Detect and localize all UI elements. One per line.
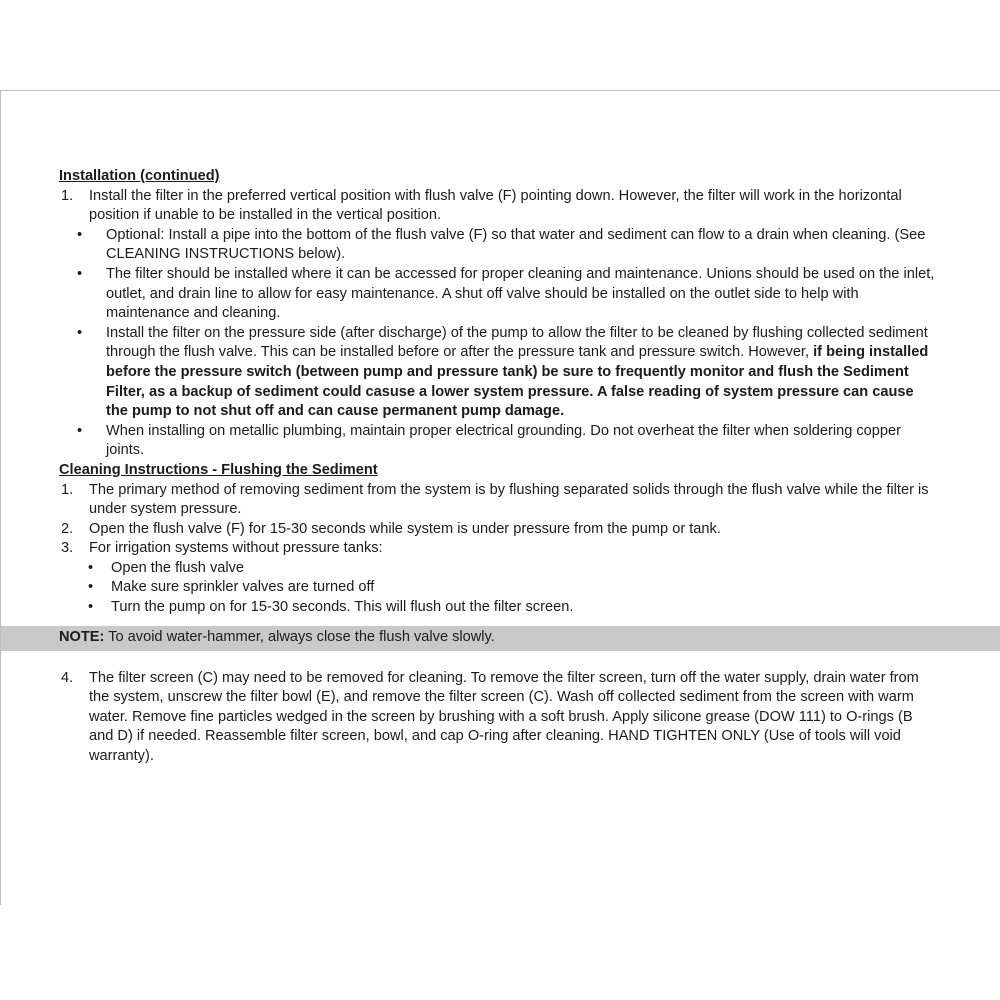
note-text: To avoid water-hammer, always close the flush valve slowly. [104,628,495,645]
installation-bullet-access [59,265,939,324]
step-text: Open the flush valve (F) for 15-30 seconds while system is under pressure from the pump or tank. [89,520,721,537]
bullet-icon: • [88,559,94,576]
step-text: The filter screen (C) may need to be removed for cleaning. To remove the filter screen, turn off the water supply, drain water from the system, unscrew the filter bowl (E), and remove the filter screen (C). Wash off collected sediment from the screen with warm water. Remove fine particles wedged in the screen by brushing with a soft brush. Apply silicone grease (DOW 111) to O-rings (B and D) if needed. Reassemble filter screen, bowl, and cap O-ring after cleaning. HAND TIGHTEN ONLY (Use of tools will void warranty). [89,669,919,765]
cleaning-step-3 [59,539,939,559]
cleaning-sub-bullet-pump [59,598,939,618]
step-number: 4. [61,669,74,686]
cleaning-sub-bullet-open-valve [59,559,939,579]
note-banner [1,626,1000,651]
bullet-text: When installing on metallic plumbing, maintain proper electrical grounding. Do not overheat the filter when soldering copper joints. [106,422,901,459]
bullet-text: Turn the pump on for 15-30 seconds. This will flush out the filter screen. [111,599,574,616]
cleaning-heading: Cleaning Instructions - Flushing the Sediment [59,461,378,478]
installation-heading: Installation (continued) [59,168,220,184]
pressure-warning-text: if being installed before the pressure switch (between pump and pressure tank) be sure to frequently monitor and flush the Sediment Filter, as a backup of sediment could casuse a lower system pressure. A false reading of system pressure can cause the pump to not shut off and can cause permanent pump damage. [106,344,929,420]
bullet-icon: • [88,579,94,596]
step-text: Install the filter in the preferred vertical position with flush valve (F) pointing down. However, the filter will work in the horizontal position if unable to be installed in the vertical position. [89,187,902,224]
cleaning-step-1 [59,481,939,520]
step-text: The primary method of removing sediment from the system is by flushing separated solids through the flush valve while the filter is under system pressure. [89,481,929,518]
bullet-text: Make sure sprinkler valves are turned off [111,579,375,596]
bullet-text: Open the flush valve [111,559,245,576]
spacer [59,651,939,669]
step-number: 3. [61,540,74,557]
installation-step-1 [59,187,939,226]
bullet-text: Optional: Install a pipe into the bottom of the flush valve (F) so that water and sediment can flow to a drain when cleaning. (See CLEANING INSTRUCTIONS below). [106,226,926,263]
bullet-icon: • [77,265,83,282]
step-number: 2. [61,520,74,537]
step-number: 1. [61,481,74,498]
document-content [59,167,939,767]
installation-bullet-grounding [59,422,939,461]
cleaning-sub-bullet-sprinklers [59,578,939,598]
bullet-text: Install the filter on the pressure side (after discharge) of the pump to allow the filter to be cleaned by flushing collected sediment through the flush valve. This can be installed before or after the pressure tank and pressure switch. However, [106,324,928,361]
bullet-icon: • [77,422,83,439]
bullet-icon: • [88,599,94,616]
bullet-icon: • [77,226,83,243]
installation-bullet-pressure-side [59,324,939,422]
note-label: NOTE: [59,628,105,645]
step-text: For irrigation systems without pressure tanks: [89,540,383,557]
cleaning-step-4 [59,669,939,767]
cleaning-step-2 [59,520,939,540]
installation-bullet-optional [59,226,939,265]
bullet-icon: • [77,324,83,341]
bullet-text: The filter should be installed where it can be accessed for proper cleaning and maintenance. Unions should be used on the inlet, outlet, and drain line to allow for easy maintenance. A shut off valve should be installed on the outlet side to help with maintenance and cleaning. [106,265,935,322]
step-number: 1. [61,187,74,204]
document-page [0,90,1000,905]
